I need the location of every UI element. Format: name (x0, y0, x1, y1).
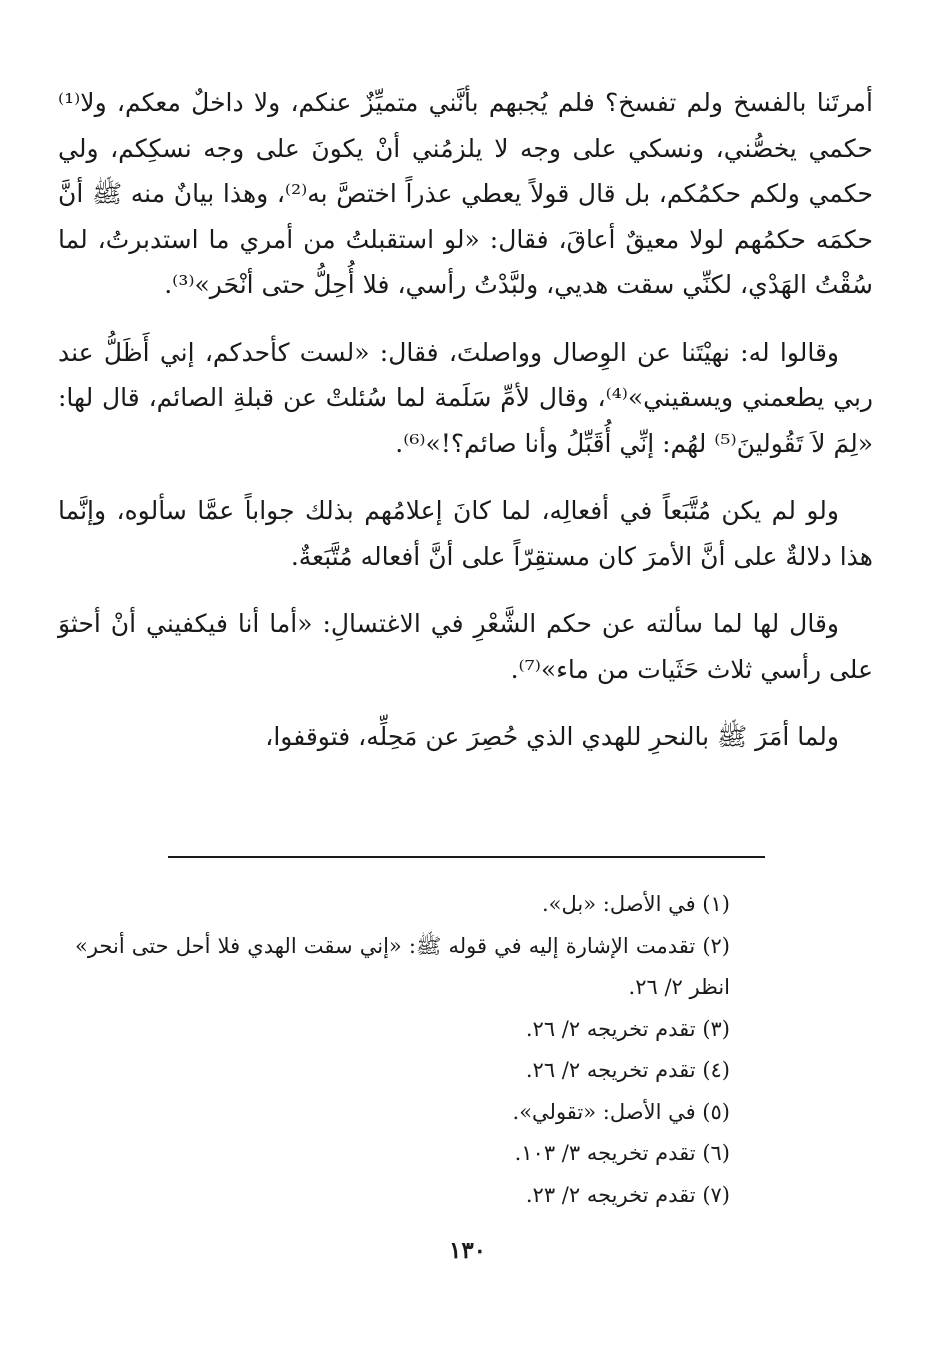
footnote-1: (١) في الأصل: «بل». (542, 892, 730, 916)
footnote-5: (٥) في الأصل: «تقولي». (512, 1099, 730, 1124)
footnotes (70, 884, 730, 1216)
paragraph-4: وقال لها لما سألته عن حكم الشَّعْرِ في الاغتسالِ: «أما أنا فيكفيني أنْ أحثوَ على رأسي ثلاث حَثَيات من ماء»⁽⁷⁾. (58, 609, 873, 684)
paragraph-1: أمرتَنا بالفسخ ولم تفسخ؟ فلم يُجبهم بأنَّني متميِّزٌ عنكم، ولا داخلٌ معكم، ولا⁽¹⁾ حكمي يخصُّني، ونسكي على وجه لا يلزمُني أنْ يكونَ على وجه نسكِكم، ولي حكمي ولكم حكمُكم، بل قال قولاً يعطي عذراً اختصَّ به⁽²⁾، وهذا بيانٌ منه ﷺ أنَّ حكمَه حكمُهم لولا معيقٌ أعاقَ، فقال: «لو استقبلتُ من أمري ما استدبرتُ، لما سُقْتُ الهَدْي، لكنِّي سقت هديي، ولبَّدْتُ رأسي، فلا أُحِلُّ حتى أنْحَر»⁽³⁾. (58, 88, 873, 299)
main-text-body (58, 80, 873, 760)
footnote-2: (٢) تقدمت الإشارة إليه في قوله ﷺ: «إني سقت الهدي فلا أحل حتى أنحر» انظر ٢/ ٢٦. (75, 933, 730, 999)
paragraph-3: ولو لم يكن مُتَّبَعاً في أفعالِه، لما كانَ إعلامُهم بذلك جواباً عمَّا سألوه، وإنَّما هذا دلالةٌ على أنَّ الأمرَ كان مستقِرّاً على أنَّ أفعاله مُتَّبَعةٌ. (58, 496, 873, 571)
paragraph-5: ولما أمَرَ ﷺ بالنحرِ للهدي الذي حُصِرَ عن مَحِلِّه، فتوقفوا، (265, 722, 839, 751)
paragraph-2: وقالوا له: نهيْتَنا عن الوِصال وواصلتَ، فقال: «لست كأحدكم، إني أَظَلُّ عند ربي يطعمني ويسقيني»⁽⁴⁾، وقال لأمِّ سَلَمة لما سُئلتْ عن قبلةِ الصائم، قال لها: «لِمَ لاَ تَقُولينَ⁽⁵⁾ لهُم: إنِّي أُقَبِّلُ وأنا صائم؟!»⁽⁶⁾. (58, 337, 873, 458)
footnote-7: (٧) تقدم تخريجه ٢/ ٢٣. (525, 1182, 730, 1207)
footnote-6: (٦) تقدم تخريجه ٣/ ١٠٣. (514, 1141, 730, 1165)
footnote-4: (٤) تقدم تخريجه ٢/ ٢٦. (525, 1058, 730, 1082)
footnote-3: (٣) تقدم تخريجه ٢/ ٢٦. (525, 1016, 730, 1041)
footnote-separator (168, 856, 765, 858)
page-number: ١٣٠ (448, 1237, 487, 1264)
